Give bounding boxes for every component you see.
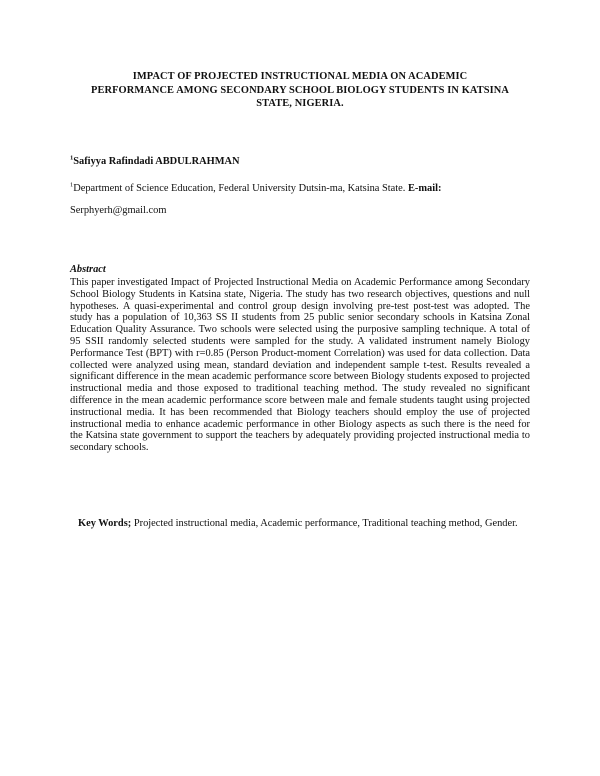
keywords-paragraph <box>70 517 530 530</box>
keywords-text: Projected instructional media, Academic performance, Traditional teaching method, Gender. <box>133 518 518 529</box>
author-line <box>70 155 240 169</box>
keywords-label: Key Words; <box>78 518 132 529</box>
affiliation-line <box>70 182 441 196</box>
paper-title: IMPACT OF PROJECTED INSTRUCTIONAL MEDIA ON ACADEMIC PERFORMANCE AMONG SECONDARY SCHOOL BIOLOGY STUDENTS IN KATSINA STATE, NIGERIA. <box>91 71 509 110</box>
author-name: Safiyya Rafindadi ABDULRAHMAN <box>73 156 240 167</box>
affiliation-text: Department of Science Education, Federal University Dutsin-ma, Katsina State. <box>73 183 406 194</box>
affiliation-marker: 1 <box>70 181 74 189</box>
abstract-heading: Abstract <box>70 264 106 275</box>
abstract-body: This paper investigated Impact of Projected Instructional Media on Academic Performance among Secondary School Biology Students in Katsina state, Nigeria. The study has two research objectives, questions and null hypotheses. A quasi-experimental and control group design involving pre-test post-test was adopted. The study has a population of 10,363 SS II students from 25 public senior secondary schools in Katsina Zonal Education Quality Assurance. Two schools were selected using the purposive sampling technique. A total of 95 SSII randomly selected students were sampled for the study. A validated instrument namely Biology Performance Test (BPT) with r=0.85 (Person Product-moment Correlation) was used for data collection. Data collected were analyzed using mean, standard deviation and independent sample t-test. Results revealed a significant difference in the mean academic performance score between Biology students exposed to projected instructional media and those exposed to traditional teaching method. The study revealed no significant difference in the mean academic performance score between male and female students taught using projected instructional media. It has been recommended that Biology teachers should employ the use of projected instructional media to enhance academic performance in other Biology aspects as such there is the need for the Katsina state government to support the teachers by adequately providing projected instructional media to secondary schools. <box>70 277 530 454</box>
email-address: Serphyerh@gmail.com <box>70 205 167 216</box>
email-label: E-mail: <box>407 183 442 194</box>
author-affiliation-marker: 1 <box>70 154 74 162</box>
